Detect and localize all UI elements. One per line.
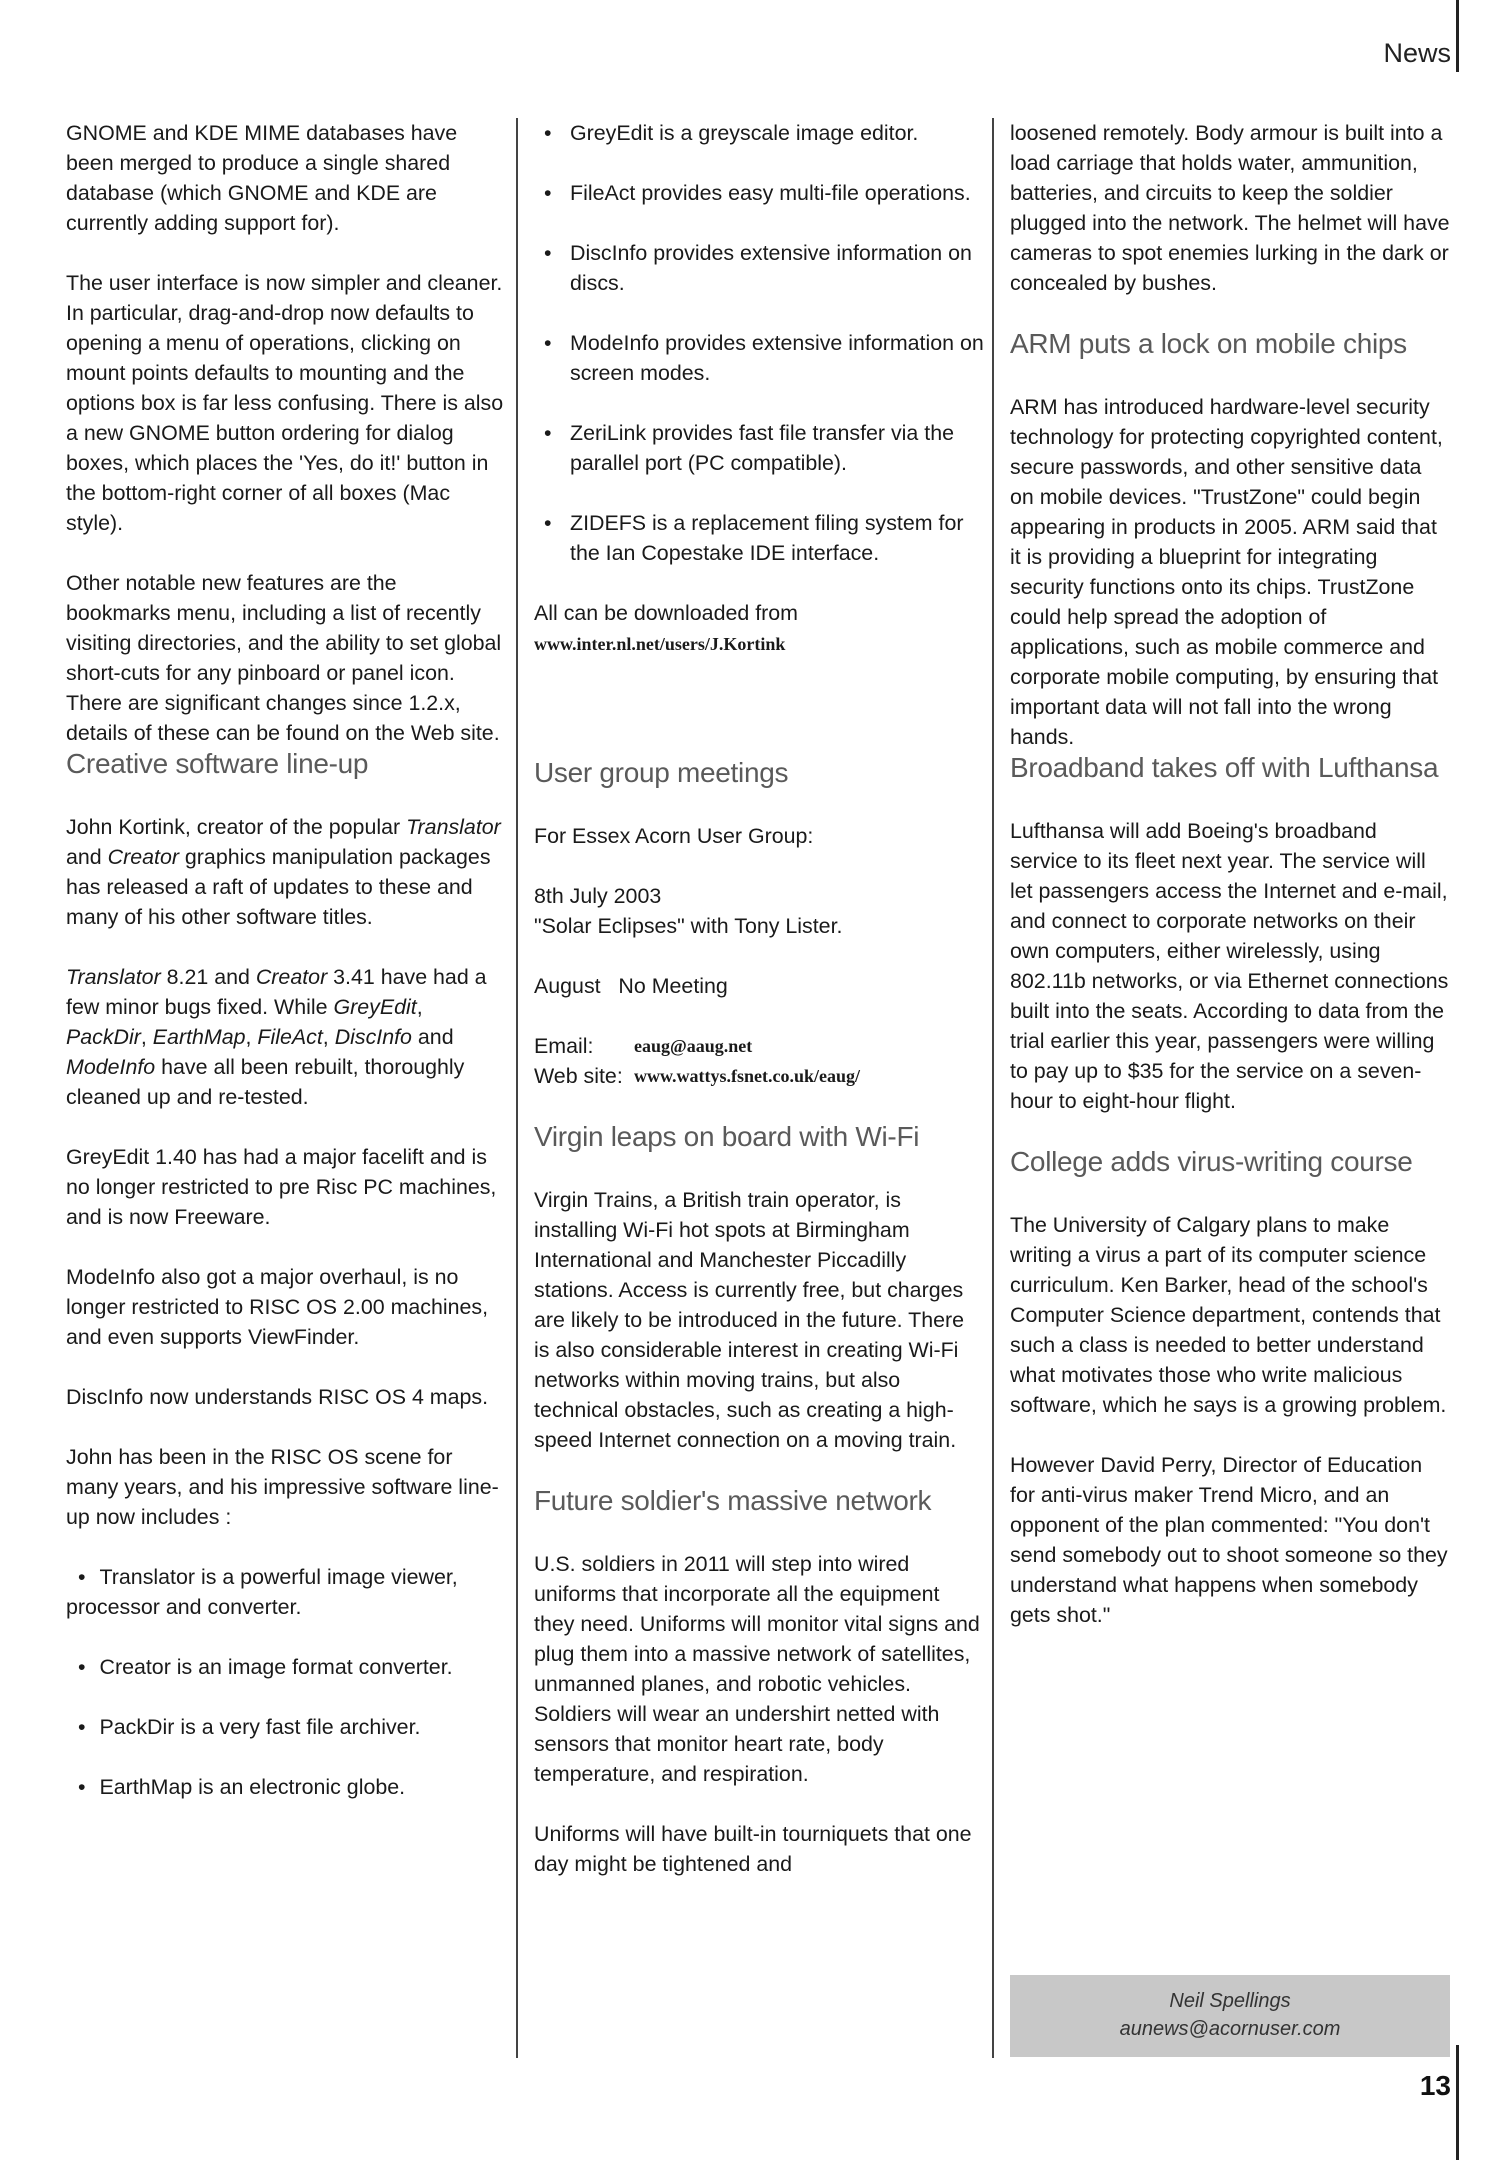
column-2 bbox=[534, 118, 984, 1879]
college-paragraph-1: The University of Calgary plans to make writing a virus a part of its computer science curriculum. Ken Barker, head of the school's Computer Science department, contends that such a class is needed to better understand what motivates those who write malicious software, which he says is a growing problem. bbox=[1010, 1213, 1447, 1417]
discinfo-paragraph: DiscInfo now understands RISC OS 4 maps. bbox=[66, 1385, 489, 1409]
author-name: Neil Spellings bbox=[1169, 1990, 1291, 2012]
list-item: • Translator is a powerful image viewer, processor and converter. bbox=[66, 1565, 458, 1619]
software-list-1 bbox=[66, 1562, 506, 1802]
column-divider-1 bbox=[516, 118, 518, 2058]
author-email[interactable]: aunews@acornuser.com bbox=[1119, 2018, 1341, 2040]
heading-virgin: Virgin leaps on board with Wi-Fi bbox=[534, 1121, 920, 1152]
heading-user-group: User group meetings bbox=[534, 757, 789, 788]
web-link[interactable]: www.wattys.fsnet.co.uk/eaug/ bbox=[634, 1066, 861, 1086]
soldier-paragraph-2: Uniforms will have built-in tourniquets that one day might be tightened and bbox=[534, 1822, 972, 1876]
heading-creative-software: Creative software line-up bbox=[66, 748, 369, 779]
list-item: • DiscInfo provides extensive information on discs. bbox=[544, 241, 972, 295]
greyedit-paragraph: GreyEdit 1.40 has had a major facelift and is no longer restricted to pre Risc PC machines, and is now Freeware. bbox=[66, 1145, 497, 1229]
college-paragraph-2: However David Perry, Director of Education for anti-virus maker Trend Micro, and an opponent of the plan commented: "You don't send somebody out to shoot someone so they understand what happens when somebody gets shot." bbox=[1010, 1453, 1448, 1627]
heading-arm: ARM puts a lock on mobile chips bbox=[1010, 328, 1407, 359]
section-label: News bbox=[1383, 38, 1451, 68]
page-number: 13 bbox=[1419, 2070, 1451, 2101]
list-item: • ZeriLink provides fast file transfer via the parallel port (PC compatible). bbox=[544, 421, 955, 475]
author-signature bbox=[1010, 1975, 1450, 2057]
modeinfo-paragraph: ModeInfo also got a major overhaul, is no longer restricted to RISC OS 2.00 machines, and even supports ViewFinder. bbox=[66, 1265, 489, 1349]
list-item: • PackDir is a very fast file archiver. bbox=[78, 1715, 421, 1739]
list-item: • ZIDEFS is a replacement filing system for the Ian Copestake IDE interface. bbox=[544, 511, 964, 565]
meeting-details: 8th July 2003 "Solar Eclipses" with Tony Lister. bbox=[534, 884, 843, 938]
column-divider-2 bbox=[992, 118, 994, 2058]
heading-college: College adds virus-writing course bbox=[1010, 1146, 1413, 1177]
soldier-continuation: loosened remotely. Body armour is built into a load carriage that holds water, ammunition, batteries, and circuits to keep the soldier plugged into the network. The helmet will have cameras to spot enemies lurking in the dark or concealed by bushes. bbox=[1010, 121, 1450, 295]
download-link[interactable]: www.inter.nl.net/users/J.Kortink bbox=[534, 634, 786, 654]
updates-paragraph: Translator 8.21 and Creator 3.41 have had a few minor bugs fixed. While GreyEdit, PackDir, EarthMap, FileAct, DiscInfo and ModeInfo have all been rebuilt, thoroughly cleaned up and re-tested. bbox=[66, 965, 487, 1109]
software-list-2 bbox=[534, 118, 984, 568]
download-paragraph: All can be downloaded from www.inter.nl.net/users/J.Kortink bbox=[534, 601, 798, 654]
list-item: • GreyEdit is a greyscale image editor. bbox=[544, 121, 919, 145]
lufthansa-paragraph: Lufthansa will add Boeing's broadband service to its fleet next year. The service will let passengers access the Internet and e-mail, and connect to corporate networks on their own computers, either wirelessly, using 802.11b networks, or via Ethernet connections built into the seats. According to data from the trial earlier this year, passengers were willing to pay up to $35 for the service on a seven-hour to eight-hour flight. bbox=[1010, 819, 1449, 1113]
august-line: August No Meeting bbox=[534, 974, 728, 998]
list-item: • Creator is an image format converter. bbox=[78, 1655, 453, 1679]
heading-soldier: Future soldier's massive network bbox=[534, 1485, 932, 1516]
column-3 bbox=[1010, 118, 1450, 1630]
virgin-paragraph: Virgin Trains, a British train operator, is installing Wi-Fi hot spots at Birmingham International and Manchester Piccadilly stations. Access is currently free, but charges are likely to be introduced in the future. There is also considerable interest in creating Wi-Fi networks within moving trains, but also technical obstacles, such as creating a high-speed Internet connection on a moving train. bbox=[534, 1188, 965, 1452]
column-1 bbox=[66, 118, 506, 1832]
gnome-kde-paragraph: GNOME and KDE MIME databases have been merged to produce a single shared database (which GNOME and KDE are currently adding support for). bbox=[66, 121, 458, 235]
contact-block: Email: eaug@aaug.net Web site: www.wattys.fsnet.co.uk/eaug/ bbox=[534, 1031, 984, 1091]
list-item: • ModeInfo provides extensive information on screen modes. bbox=[544, 331, 984, 385]
ui-paragraph: The user interface is now simpler and cleaner. In particular, drag-and-drop now defaults to opening a menu of operations, clicking on mount points defaults to mounting and the options box is far less confusing. There is also a new GNOME button ordering for dialog boxes, which places the 'Yes, do it!' button in the bottom-right corner of all boxes (Mac style). bbox=[66, 271, 504, 535]
lineup-paragraph: John has been in the RISC OS scene for many years, and his impressive software line-up now includes : bbox=[66, 1445, 499, 1529]
heading-lufthansa: Broadband takes off with Lufthansa bbox=[1010, 752, 1439, 783]
features-paragraph: Other notable new features are the bookmarks menu, including a list of recently visiting directories, and the ability to set global short-cuts for any pinboard or panel icon. There are significant changes since 1.2.x, details of these can be found on the Web site. bbox=[66, 571, 502, 745]
list-item: • EarthMap is an electronic globe. bbox=[78, 1775, 406, 1799]
soldier-paragraph-1: U.S. soldiers in 2011 will step into wired uniforms that incorporate all the equipment they need. Uniforms will monitor vital signs and plug them into a massive network of satellites, unmanned planes, and robotic vehicles. Soldiers will wear an undershirt netted with sensors that monitor heart rate, body temperature, and respiration. bbox=[534, 1552, 980, 1786]
page-rule bbox=[1456, 2045, 1459, 2160]
section-rule bbox=[1456, 0, 1459, 72]
list-item: • FileAct provides easy multi-file operations. bbox=[544, 181, 971, 205]
kortink-paragraph: John Kortink, creator of the popular Translator and Creator graphics manipulation packages has released a raft of updates to these and many of his other software titles. bbox=[66, 815, 501, 929]
essex-line: For Essex Acorn User Group: bbox=[534, 824, 814, 848]
email-link[interactable]: eaug@aaug.net bbox=[634, 1036, 753, 1056]
arm-paragraph: ARM has introduced hardware-level security technology for protecting copyrighted content, secure passwords, and other sensitive data on mobile devices. "TrustZone" could begin appearing in products in 2005. ARM said that it is providing a blueprint for integrating security functions onto its chips. TrustZone could help spread the adoption of applications, such as mobile commerce and corporate mobile computing, by ensuring that important data will not fall into the wrong hands. bbox=[1010, 395, 1443, 749]
